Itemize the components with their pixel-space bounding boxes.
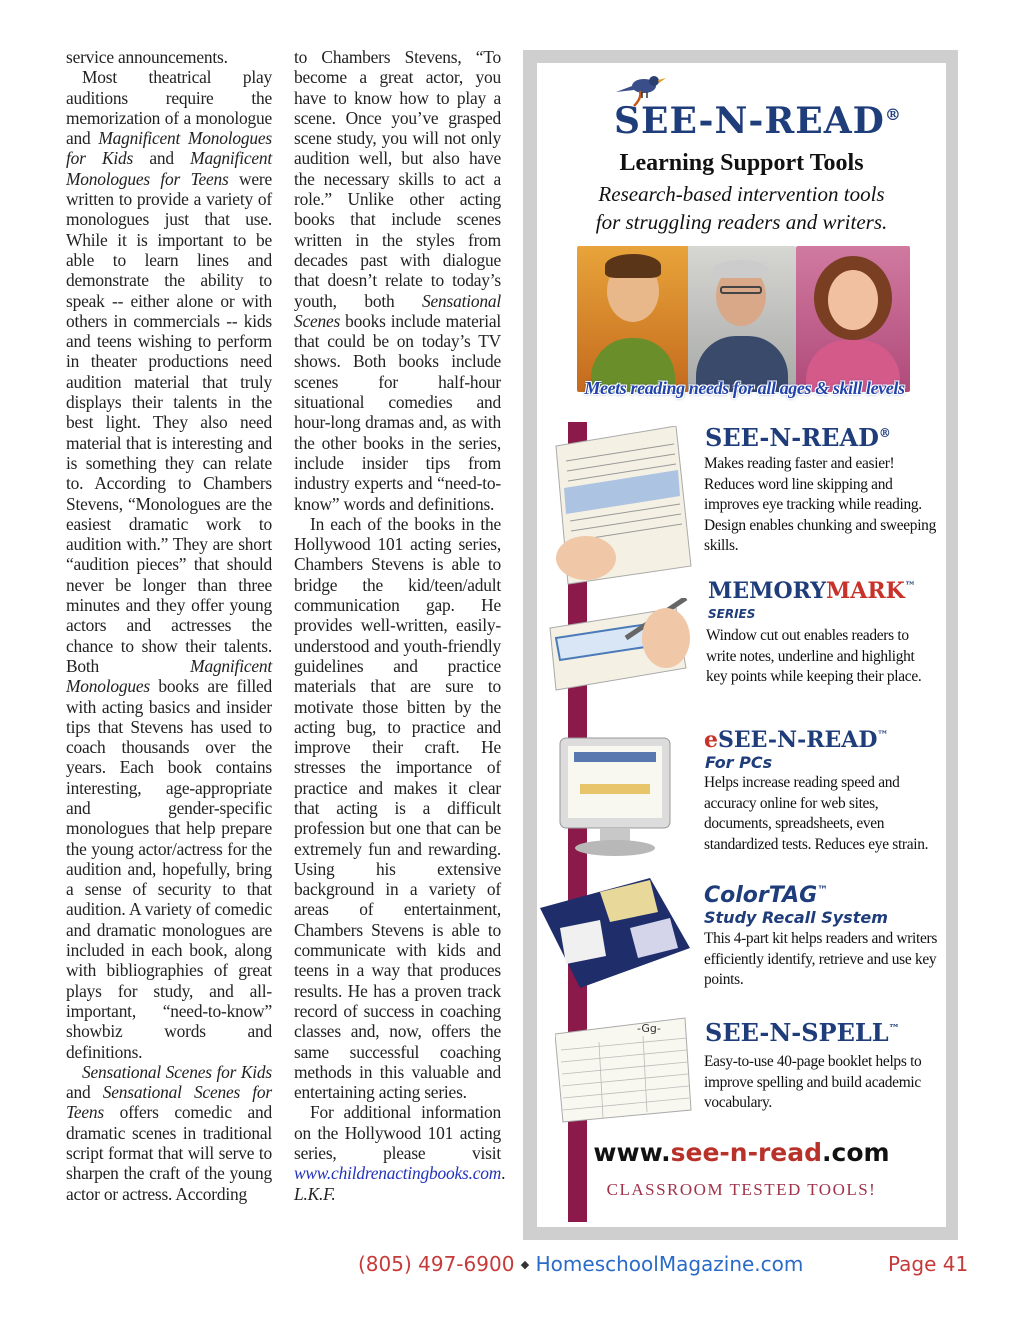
article-paragraph: service announcements. xyxy=(66,47,228,67)
photo-woman xyxy=(796,246,910,392)
memorymark-image xyxy=(546,598,696,698)
product-title-colortag: ColorTAG™ xyxy=(704,883,829,908)
ad-banner-text: Meets reading needs for all ages & skill levels xyxy=(584,378,905,398)
photo-man xyxy=(688,246,796,392)
product-desc-see-n-spell: Easy-to-use 40-page booklet helps to improve spelling and build academic vocabulary. xyxy=(704,1053,922,1111)
footer-contact xyxy=(358,1252,803,1276)
footer-website[interactable]: HomeschoolMagazine.com xyxy=(535,1252,804,1276)
ad-tagline-title: Learning Support Tools xyxy=(619,150,864,176)
ad-slogan: CLASSROOM TESTED TOOLS! xyxy=(606,1180,877,1199)
ad-tagline-line: for struggling readers and writers. xyxy=(595,210,888,234)
colortag-kit-image xyxy=(540,878,700,998)
article-paragraph: For additional information on the Hollywood 101 acting series, please visit www.childrenactingbooks.com. L.K.F. xyxy=(294,1102,506,1204)
article-paragraph: In each of the books in the Hollywood 101 acting series, Chambers Stevens is able to bridge the kid/teen/adult communication gap. He provides well-written, easily-understood and youth-friendly guidelines and practice materials that are sure to motivate those bitten by the acting bug, to practice and improve their craft. He stresses the importance of practice and makes it clear that acting is a difficult profession but one that can be extremely fun and rewarding. Using his extensive background in a variety of areas of entertainment, Chambers Stevens is able to communicate with kids and teens in a way that produces results. He has a proven track record of success in coaching classes and, now, offers the same successful coaching methods in this valuable and entertaining acting series. xyxy=(294,513,501,1103)
article-paragraph: Most theatrical play auditions require the memorization of a monologue and Magnificent Monologues for Kids and Magnificent Monologues for Teens were written to provide a variety of monologues just that use. While it is important to be able to learn lines and demonstrate the ability to speak -- either alone or with others in commercials -- kids and teens wishing to perform in theater productions need audition material that truly displays their talents in the best light. They also need material that is interesting and is something they can relate to. According to Chambers Stevens, “Monologues are the easiest dramatic work to audition with.” They are short “audition pieces” that should never be longer than three minutes and they offer young actors and actresses the chance to show their talents. Both Magnificent Monologues books are filled with acting basics and insider tips that Stevens has used to coach thousands over the years. Each book contains interesting, age-appropriate and gender-specific monologues that help prepare the young actor/actress for the audition and, hopefully, bring a sense of security to that audition. A variety of comedic and dramatic monologues are included in each book, along with bibliographies of great plays for study, and all-important, “need-to-know” showbiz words and definitions. xyxy=(66,67,272,1062)
article-paragraph: Sensational Scenes for Kids and Sensational Scenes for Teens offers comedic and dramatic scenes in traditional script format that will serve to sharpen the craft of the young actor or actress. According xyxy=(66,1061,272,1204)
product-desc-esee-n-read: Helps increase reading speed and accuracy online for web sites, documents, spreadsheets, even standardized tests. Reduces eye strain. xyxy=(704,774,929,853)
monitor-image xyxy=(550,734,680,864)
product-subtitle-esee-n-read: For PCs xyxy=(705,753,773,772)
see-n-spell-booklet-image xyxy=(555,1014,695,1124)
footer-phone: (805) 497-6900 xyxy=(358,1252,515,1276)
registered-mark: ® xyxy=(884,105,902,124)
article-paragraph: to Chambers Stevens, “To become a great actor, you have to know how to play a scene. Once you’ve grasped scene study, you will not only audition well, but also have the necessary skills to act a role.” Unlike other acting books that include scenes written in the styles from decades past with dialogue that doesn’t relate to today’s youth, both Sensational Scenes books include material that could be on today’s TV shows. Both books include scenes for half-hour situational comedies and hour-long dramas and, as with the other books in the series, include insider tips from industry experts and “need-to-know” words and definitions. xyxy=(294,47,501,514)
product-desc-see-n-read: Makes reading faster and easier! Reduces word line skipping and improves eye tracking while reading. Design enables chunking and sweeping skills. xyxy=(704,455,936,554)
product-title-see-n-read: SEE-N-READ® xyxy=(705,423,891,452)
ad-tagline-line: Research-based intervention tools xyxy=(598,182,885,206)
see-n-read-logo xyxy=(612,72,902,142)
page-number: Page 41 xyxy=(888,1252,969,1276)
see-n-read-bookmark-image xyxy=(546,426,696,586)
article-column-2 xyxy=(294,47,506,1204)
product-desc-memorymark: Window cut out enables readers to write notes, underline and highlight key points while keeping their place. xyxy=(706,627,922,685)
product-title-see-n-spell: SEE-N-SPELL™ xyxy=(705,1018,900,1047)
ad-tagline-subtitle xyxy=(540,180,943,236)
product-subtitle-memorymark: SERIES xyxy=(708,607,756,621)
product-desc-colortag: This 4-part kit helps readers and writers efficiently identify, retrieve and use key points. xyxy=(704,930,938,988)
article-column-1 xyxy=(66,47,272,1204)
photo-boy xyxy=(577,246,689,392)
footer-separator-icon: ◆ xyxy=(520,1258,530,1271)
product-subtitle-colortag: Study Recall System xyxy=(704,908,888,927)
ad-website-link[interactable]: www.see-n-read.com xyxy=(593,1138,890,1167)
logo-text: SEE-N-READ xyxy=(614,100,885,142)
svg-text:-Gg-: -Gg- xyxy=(637,1022,661,1035)
product-title-memorymark: MEMORYMARK™ xyxy=(708,578,916,604)
product-title-esee-n-read: eSEE-N-READ™ xyxy=(704,727,889,753)
